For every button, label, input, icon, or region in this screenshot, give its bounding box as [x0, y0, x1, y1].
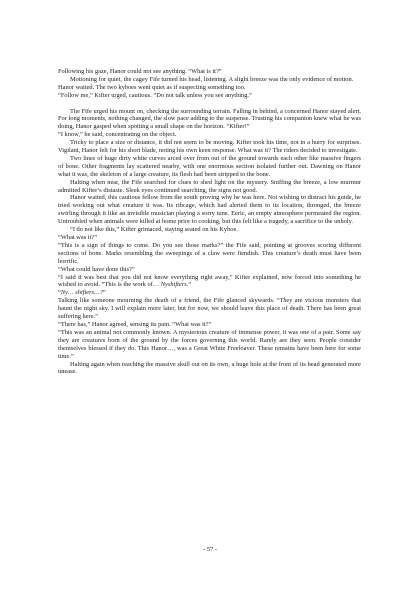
text-run: “I do not like this,” Kifter grimaced, staying seated on his Kyboe. [70, 226, 238, 234]
text-run: are vicious monsters that haunt the night sky. I will explain more later, but for now, we should leave this place of death. There has been great suffering here.” [58, 297, 362, 321]
text-run: “I said it was best that you did not know everything right away,” Kifter explained, now forced into something he wished to avoid. “This is the work of… [58, 273, 361, 289]
paragraph [58, 179, 361, 195]
paragraph [58, 361, 361, 377]
paragraph [58, 92, 361, 100]
text-run: Halting when near, the Fife searched for clues to shed light on the mystery. Sniffing the breeze, a low murmur admitted Kifter’s distaste. Sleek eyes continued searching, the signs not good. [58, 178, 361, 194]
paragraph [58, 155, 361, 179]
paragraph [58, 76, 361, 84]
paragraph [58, 274, 361, 290]
paragraph [58, 226, 361, 234]
paragraph [58, 321, 361, 329]
text-run: “I know,” he said, concentrating on the object. [58, 131, 177, 139]
paragraph [58, 131, 361, 139]
text-run: Hanor waited. The two kyboes went quiet as if suspecting something too. [58, 83, 246, 91]
paragraph [58, 289, 361, 297]
text-run: ” [102, 289, 106, 297]
paragraph [58, 139, 361, 155]
italic-text: Nyshifters [160, 281, 187, 289]
text-run: .” [186, 281, 192, 289]
paragraph [58, 108, 361, 132]
text-run: Talking like someone mourning the death of a friend, the Fife glanced skywards. “ [58, 297, 280, 305]
text-run: “ [58, 289, 61, 297]
paragraph [58, 297, 361, 321]
paragraph [58, 84, 361, 92]
text-run: The Fife urged his mount on, checking the surrounding terrain. Falling in behind, a concerned Hanor stayed alert. For long moments, nothing changed, the slow pace adding to the suspense. Trusting his companion knew what he was doing, Hanor gasped when spotting a small shape on the horizon. “Kifter!” [58, 107, 361, 131]
paragraph [58, 242, 361, 266]
paragraph [58, 329, 361, 361]
paragraph [58, 234, 361, 242]
text-run: “What was it?” [58, 234, 98, 242]
text-run: Motioning for quiet, the cagey Fife turned his head, listening. A slight breeze was the only evidence of motion. [70, 75, 354, 83]
paragraph [58, 194, 361, 226]
page-number: - 57 - [202, 546, 218, 553]
italic-text: They [279, 297, 293, 305]
text-run: “This was an animal not commonly known. A mysterious creature of immense power, it was one of a pair. Some say they are creatures born of the ground by the forces governing this world. Rarely are they seen. People consider themselves blessed if they do. This Hanor…, was a Great White Freeloaver. These remains have been here for some time.” [58, 328, 361, 360]
text-run: Following his gaze, Hanor could not see anything. “What is it?” [58, 68, 222, 75]
paragraph [58, 266, 361, 274]
italic-text: Ny… shifters…? [60, 289, 103, 297]
paragraph [58, 68, 361, 76]
text-run: “This is a sign of things to come. Do you see those marks?” the Fife said, pointing at grooves scoring different sections of bone. Marks resembling the sweepings of a claw were fiendish. This creature’s death must have been horrific. [58, 241, 361, 265]
text-run: Two lines of huge dirty white curves arced over from out of the ground towards each other like massive fingers of bone. Other fragments lay scattered nearby, with one enormous section isolated further out. Dawning on Hanor what it was, the skeleton of a large creature, its flesh had been stripped to the bone. [58, 154, 361, 178]
text-run: Hanor waited, this cautious fellow from the south proving why he was here. Not wishing to distract his guide, he tried working out what creature it was. Its ribcage, which had alerted them to its location, thronged, the breeze swirling through it like an invisible musician playing a sorry tune. Eeric, an empty atmosphere permeated the region. Untroubled when animals were killed at home prior to cooking, but this felt like a tragedy, a sacrifice to the unholy. [58, 194, 361, 226]
text-run: Tricky to place a size or distance, it did not seem to be moving. Kifter took his time, not in a hurry for surprises. Vigilant, Hanor felt for his short blade, noting his own keen response. What was it? The riders decided to investigate. [58, 139, 361, 155]
paragraph-gap [58, 100, 361, 108]
text-run: “There has,” Hanor agreed, sensing its pain. “What was it?” [58, 320, 212, 328]
text-run: Halting again when reaching the massive skull out on its own, a huge hole at the front of its head generated more unease. [58, 360, 361, 376]
book-page [58, 68, 361, 376]
text-run: “Follow me,” Kifter urged, cautious. “Do not talk unless you see anything.” [58, 91, 252, 99]
text-run: “What could have done this?” [58, 265, 135, 273]
